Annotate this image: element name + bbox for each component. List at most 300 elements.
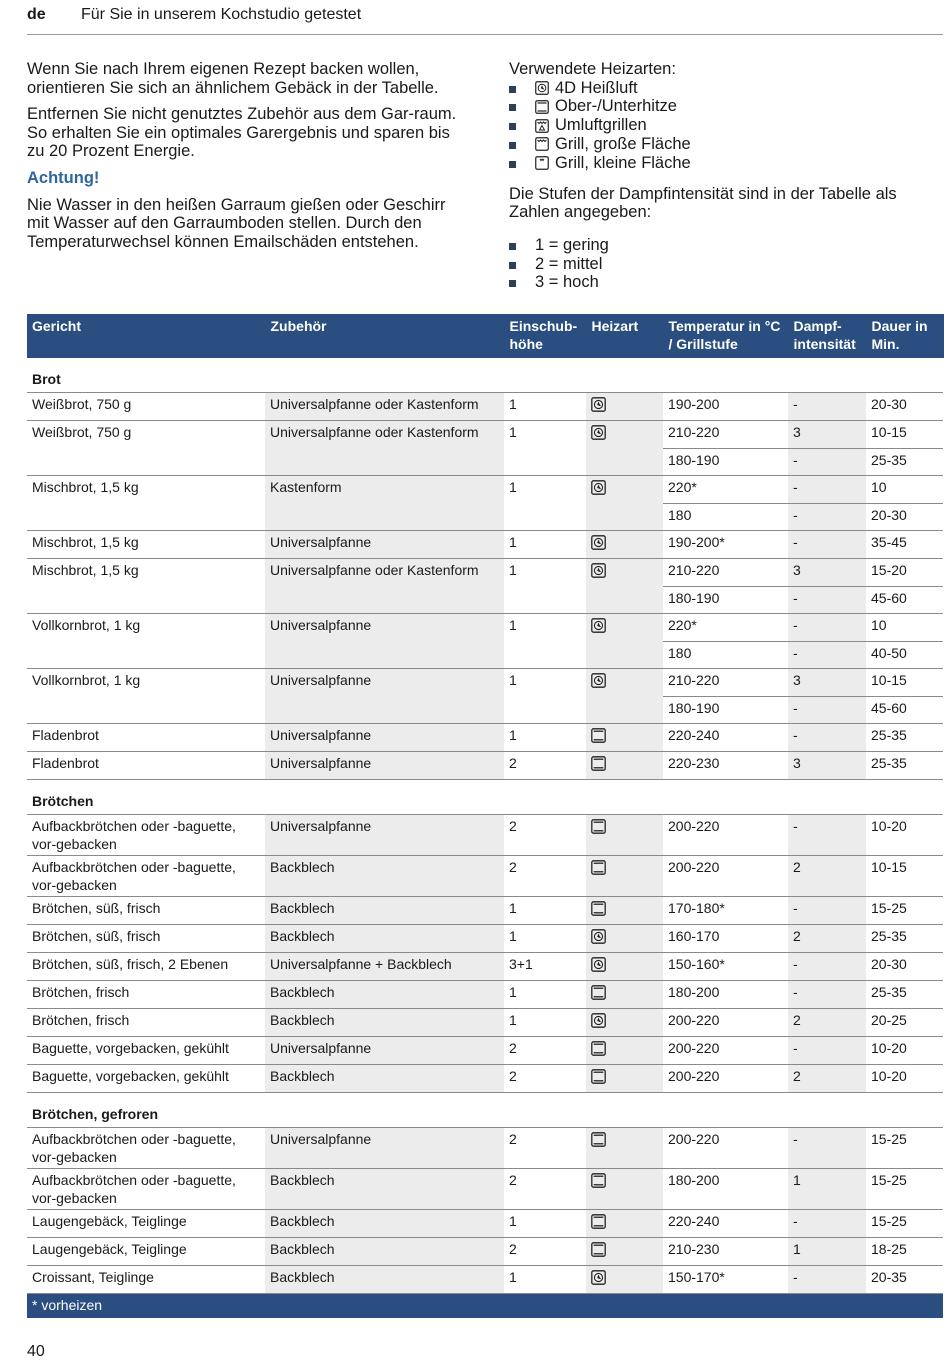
cell-gericht: Brötchen, frisch xyxy=(27,981,265,1009)
cell-gericht xyxy=(27,696,265,724)
cell-temperatur: 200-220 xyxy=(663,815,788,856)
cell-heizart xyxy=(586,669,663,697)
header-dauer: Dauer in Min. xyxy=(866,314,943,358)
heissluft-4d-icon xyxy=(591,1013,606,1028)
bullet-square xyxy=(509,104,516,111)
table-row xyxy=(27,981,943,1009)
cell-heizart xyxy=(586,393,663,421)
cell-heizart xyxy=(586,1210,663,1238)
table-row xyxy=(27,897,943,925)
cell-temperatur: 200-220 xyxy=(663,1037,788,1065)
footnote: * vorheizen xyxy=(27,1294,943,1319)
cell-dauer: 45-60 xyxy=(866,586,943,614)
bullet-square xyxy=(509,262,516,269)
cell-heizart xyxy=(586,1266,663,1294)
bullet-square xyxy=(509,142,516,149)
ober-unterhitze-icon xyxy=(591,756,606,771)
cell-dampf: - xyxy=(788,448,866,476)
cell-temperatur: 190-200* xyxy=(663,531,788,559)
table-row xyxy=(27,1266,943,1294)
cell-dampf: - xyxy=(788,614,866,642)
table-row xyxy=(27,503,943,531)
cell-heizart xyxy=(586,559,663,587)
table-row xyxy=(27,724,943,752)
cell-zubehoer: Universalpfanne xyxy=(265,614,504,642)
cell-temperatur: 220-230 xyxy=(663,752,788,780)
cell-dampf: - xyxy=(788,724,866,752)
table-row xyxy=(27,1169,943,1210)
page-header xyxy=(27,6,943,28)
cell-temperatur: 200-220 xyxy=(663,1009,788,1037)
cell-heizart xyxy=(586,1065,663,1093)
cell-dauer: 45-60 xyxy=(866,696,943,724)
cell-einschub xyxy=(504,503,586,531)
cell-zubehoer: Universalpfanne xyxy=(265,1037,504,1065)
cell-zubehoer xyxy=(265,696,504,724)
table-row xyxy=(27,448,943,476)
cell-gericht: Vollkornbrot, 1 kg xyxy=(27,669,265,697)
cell-dauer: 18-25 xyxy=(866,1238,943,1266)
cell-dauer: 25-35 xyxy=(866,925,943,953)
cell-einschub: 1 xyxy=(504,476,586,504)
cell-heizart xyxy=(586,421,663,449)
cell-gericht: Mischbrot, 1,5 kg xyxy=(27,531,265,559)
footnote-row xyxy=(27,1294,943,1319)
cell-dampf: - xyxy=(788,897,866,925)
cell-zubehoer: Backblech xyxy=(265,981,504,1009)
section-title: Brötchen, gefroren xyxy=(27,1093,943,1128)
cell-gericht: Aufbackbrötchen oder -baguette, vor-gebacken xyxy=(27,1128,265,1169)
cell-gericht: Weißbrot, 750 g xyxy=(27,421,265,449)
table-row xyxy=(27,696,943,724)
cell-temperatur: 170-180* xyxy=(663,897,788,925)
header-einschubhoehe: Einschub-höhe xyxy=(504,314,586,358)
cell-dampf: - xyxy=(788,1037,866,1065)
cell-dauer: 25-35 xyxy=(866,448,943,476)
heissluft-4d-icon xyxy=(591,618,606,633)
cell-dampf: 2 xyxy=(788,1065,866,1093)
ober-unterhitze-icon xyxy=(591,985,606,1000)
warning-text: Nie Wasser in den heißen Garraum gießen oder Geschirr mit Wasser auf den Garraumboden stellen. Durch den Temperaturwechsel können Emailschäden entstehen. xyxy=(27,195,446,251)
ober-unterhitze-icon xyxy=(591,1173,606,1188)
cell-temperatur: 150-160* xyxy=(663,953,788,981)
heissluft-4d-icon xyxy=(591,673,606,688)
cell-einschub: 1 xyxy=(504,614,586,642)
umluftgrillen-icon xyxy=(535,119,549,133)
cell-dauer: 35-45 xyxy=(866,531,943,559)
cell-dampf: 2 xyxy=(788,856,866,897)
cell-heizart xyxy=(586,897,663,925)
heissluft-4d-icon xyxy=(591,397,606,412)
page-title: Für Sie in unserem Kochstudio getestet xyxy=(81,6,362,23)
cell-temperatur: 180-200 xyxy=(663,981,788,1009)
table-row xyxy=(27,815,943,856)
cell-dauer: 10 xyxy=(866,476,943,504)
cell-dampf: 3 xyxy=(788,421,866,449)
heissluft-4d-icon xyxy=(591,563,606,578)
cell-dampf: 2 xyxy=(788,1009,866,1037)
cell-dauer: 10 xyxy=(866,614,943,642)
cell-heizart xyxy=(586,1128,663,1169)
cell-heizart xyxy=(586,815,663,856)
cell-zubehoer xyxy=(265,448,504,476)
cell-gericht xyxy=(27,641,265,669)
cell-zubehoer: Universalpfanne xyxy=(265,531,504,559)
heissluft-4d-icon xyxy=(591,480,606,495)
bullet-square xyxy=(509,86,516,93)
heating-mode-item xyxy=(509,97,943,116)
cell-temperatur: 200-220 xyxy=(663,856,788,897)
language-tag: de xyxy=(27,6,46,23)
cell-dampf: 3 xyxy=(788,559,866,587)
cell-dampf: - xyxy=(788,696,866,724)
cell-zubehoer: Universalpfanne oder Kastenform xyxy=(265,421,504,449)
heating-mode-label: Umluftgrillen xyxy=(555,116,647,135)
cell-dauer: 25-35 xyxy=(866,981,943,1009)
cell-einschub: 2 xyxy=(504,1037,586,1065)
cell-heizart xyxy=(586,696,663,724)
baking-table xyxy=(27,314,944,1318)
cell-zubehoer xyxy=(265,586,504,614)
cell-einschub: 1 xyxy=(504,559,586,587)
cell-temperatur: 180-190 xyxy=(663,586,788,614)
cell-dauer: 10-20 xyxy=(866,815,943,856)
table-header-row xyxy=(27,314,943,358)
cell-gericht: Weißbrot, 750 g xyxy=(27,393,265,421)
cell-dampf: 2 xyxy=(788,925,866,953)
cell-einschub: 1 xyxy=(504,724,586,752)
cell-einschub xyxy=(504,696,586,724)
cell-heizart xyxy=(586,503,663,531)
cell-zubehoer: Universalpfanne oder Kastenform xyxy=(265,393,504,421)
ober-unterhitze-icon xyxy=(591,1242,606,1257)
cell-zubehoer: Backblech xyxy=(265,1169,504,1210)
cell-dampf: - xyxy=(788,393,866,421)
cell-gericht: Fladenbrot xyxy=(27,752,265,780)
steam-level-item xyxy=(509,236,943,255)
cell-zubehoer: Backblech xyxy=(265,1009,504,1037)
cell-einschub: 2 xyxy=(504,856,586,897)
bullet-square xyxy=(509,123,516,130)
cell-einschub: 1 xyxy=(504,925,586,953)
ober-unterhitze-icon xyxy=(591,728,606,743)
intro-paragraph-1: Wenn Sie nach Ihrem eigenen Rezept backen wollen, orientieren Sie sich an ähnlichem Gebäck in der Tabelle. xyxy=(27,60,439,97)
cell-temperatur: 210-220 xyxy=(663,421,788,449)
steam-level-item xyxy=(509,255,943,274)
cell-dampf: 1 xyxy=(788,1238,866,1266)
cell-temperatur: 150-170* xyxy=(663,1266,788,1294)
header-gericht: Gericht xyxy=(27,314,265,358)
section-title: Brot xyxy=(27,358,943,393)
cell-einschub: 1 xyxy=(504,421,586,449)
table-row xyxy=(27,1009,943,1037)
cell-dauer: 15-25 xyxy=(866,1169,943,1210)
cell-temperatur: 190-200 xyxy=(663,393,788,421)
cell-einschub: 1 xyxy=(504,393,586,421)
cell-heizart xyxy=(586,1169,663,1210)
cell-einschub: 2 xyxy=(504,1065,586,1093)
cell-gericht: Vollkornbrot, 1 kg xyxy=(27,614,265,642)
heissluft-4d-icon xyxy=(591,425,606,440)
cell-gericht: Baguette, vorgebacken, gekühlt xyxy=(27,1065,265,1093)
header-temperatur: Temperatur in °C / Grillstufe xyxy=(663,314,788,358)
cell-zubehoer: Universalpfanne xyxy=(265,669,504,697)
cell-temperatur: 220-240 xyxy=(663,1210,788,1238)
cell-dampf: - xyxy=(788,953,866,981)
cell-gericht: Aufbackbrötchen oder -baguette, vor-gebacken xyxy=(27,815,265,856)
cell-dampf: - xyxy=(788,641,866,669)
intro-column xyxy=(27,60,467,259)
cell-dauer: 25-35 xyxy=(866,724,943,752)
cell-dauer: 20-25 xyxy=(866,1009,943,1037)
cell-zubehoer: Kastenform xyxy=(265,476,504,504)
steam-level-item xyxy=(509,273,943,292)
cell-dampf: - xyxy=(788,1266,866,1294)
heating-modes-list xyxy=(509,79,943,173)
grill-klein-icon xyxy=(535,156,549,170)
bullet-square xyxy=(509,243,516,250)
cell-gericht xyxy=(27,503,265,531)
cell-zubehoer: Backblech xyxy=(265,1238,504,1266)
cell-dauer: 20-30 xyxy=(866,503,943,531)
cell-dampf: - xyxy=(788,1128,866,1169)
cell-dauer: 10-20 xyxy=(866,1037,943,1065)
cell-gericht: Brötchen, süß, frisch xyxy=(27,897,265,925)
table-row xyxy=(27,614,943,642)
heating-mode-item xyxy=(509,116,943,135)
cell-einschub: 2 xyxy=(504,815,586,856)
cell-zubehoer: Backblech xyxy=(265,1065,504,1093)
cell-zubehoer: Universalpfanne oder Kastenform xyxy=(265,559,504,587)
cell-heizart xyxy=(586,752,663,780)
cell-temperatur: 180 xyxy=(663,641,788,669)
section-row xyxy=(27,1093,943,1128)
cell-dauer: 25-35 xyxy=(866,752,943,780)
cell-gericht: Mischbrot, 1,5 kg xyxy=(27,559,265,587)
cell-temperatur: 210-230 xyxy=(663,1238,788,1266)
ober-unterhitze-icon xyxy=(591,1041,606,1056)
cell-temperatur: 210-220 xyxy=(663,559,788,587)
steam-levels-text: Die Stufen der Dampfintensität sind in der Tabelle als Zahlen angegeben: xyxy=(509,184,897,222)
cell-dampf: - xyxy=(788,981,866,1009)
ober-unterhitze-icon xyxy=(591,901,606,916)
cell-heizart xyxy=(586,1009,663,1037)
cell-dauer: 10-20 xyxy=(866,1065,943,1093)
cell-einschub: 1 xyxy=(504,897,586,925)
table-row xyxy=(27,531,943,559)
table-row xyxy=(27,925,943,953)
cell-gericht: Brötchen, frisch xyxy=(27,1009,265,1037)
cell-temperatur: 180-190 xyxy=(663,448,788,476)
cell-gericht: Brötchen, süß, frisch xyxy=(27,925,265,953)
cell-dampf: 1 xyxy=(788,1169,866,1210)
section-row xyxy=(27,780,943,815)
cell-zubehoer: Universalpfanne xyxy=(265,724,504,752)
heating-mode-label: Ober-/Unterhitze xyxy=(555,97,677,116)
cell-einschub: 1 xyxy=(504,1210,586,1238)
table-row xyxy=(27,1238,943,1266)
cell-dauer: 15-25 xyxy=(866,1128,943,1169)
table-row xyxy=(27,1037,943,1065)
table-row xyxy=(27,1210,943,1238)
cell-heizart xyxy=(586,724,663,752)
heating-mode-item xyxy=(509,79,943,98)
table-row xyxy=(27,393,943,421)
cell-gericht: Brötchen, süß, frisch, 2 Ebenen xyxy=(27,953,265,981)
cell-zubehoer: Backblech xyxy=(265,856,504,897)
table-row xyxy=(27,476,943,504)
cell-zubehoer: Backblech xyxy=(265,925,504,953)
cell-gericht xyxy=(27,586,265,614)
cell-dampf: - xyxy=(788,476,866,504)
heating-mode-item xyxy=(509,154,943,173)
table-row xyxy=(27,669,943,697)
table-row xyxy=(27,856,943,897)
cell-temperatur: 220-240 xyxy=(663,724,788,752)
cell-heizart xyxy=(586,476,663,504)
cell-heizart xyxy=(586,531,663,559)
cell-zubehoer: Backblech xyxy=(265,897,504,925)
cell-heizart xyxy=(586,981,663,1009)
cell-dauer: 20-30 xyxy=(866,953,943,981)
cell-dauer: 20-30 xyxy=(866,393,943,421)
heating-modes-title: Verwendete Heizarten: xyxy=(509,60,676,78)
cell-gericht xyxy=(27,448,265,476)
cell-zubehoer: Universalpfanne xyxy=(265,815,504,856)
cell-dauer: 10-15 xyxy=(866,421,943,449)
table-row xyxy=(27,1128,943,1169)
cell-dampf: - xyxy=(788,1210,866,1238)
header-divider xyxy=(27,34,943,35)
cell-einschub xyxy=(504,448,586,476)
cell-heizart xyxy=(586,925,663,953)
cell-gericht: Fladenbrot xyxy=(27,724,265,752)
cell-dauer: 15-25 xyxy=(866,897,943,925)
heissluft-4d-icon xyxy=(591,929,606,944)
cell-einschub: 2 xyxy=(504,752,586,780)
cell-zubehoer xyxy=(265,503,504,531)
cell-einschub: 2 xyxy=(504,1128,586,1169)
grill-gross-icon xyxy=(535,137,549,151)
cell-einschub: 2 xyxy=(504,1238,586,1266)
heating-info-column xyxy=(509,60,943,304)
heating-mode-item xyxy=(509,135,943,154)
intro-paragraph-2: Entfernen Sie nicht genutztes Zubehör aus dem Gar-raum. So erhalten Sie ein optimales Garergebnis und sparen bis zu 20 Prozent Energie. xyxy=(27,105,457,161)
ober-unterhitze-icon xyxy=(591,860,606,875)
heating-mode-label: Grill, große Fläche xyxy=(555,135,691,154)
cell-dauer: 10-15 xyxy=(866,669,943,697)
cell-gericht: Baguette, vorgebacken, gekühlt xyxy=(27,1037,265,1065)
cell-heizart xyxy=(586,641,663,669)
cell-gericht: Aufbackbrötchen oder -baguette, vor-gebacken xyxy=(27,1169,265,1210)
cell-einschub: 1 xyxy=(504,981,586,1009)
cell-einschub xyxy=(504,641,586,669)
bullet-square xyxy=(509,280,516,287)
cell-temperatur: 210-220 xyxy=(663,669,788,697)
heissluft-4d-icon xyxy=(591,957,606,972)
cell-temperatur: 160-170 xyxy=(663,925,788,953)
cell-dampf: - xyxy=(788,531,866,559)
ober-unterhitze-icon xyxy=(591,819,606,834)
cell-temperatur: 180-200 xyxy=(663,1169,788,1210)
cell-dampf: - xyxy=(788,815,866,856)
table-row xyxy=(27,641,943,669)
cell-einschub: 2 xyxy=(504,1169,586,1210)
cell-gericht: Croissant, Teiglinge xyxy=(27,1266,265,1294)
cell-temperatur: 180 xyxy=(663,503,788,531)
cell-zubehoer: Backblech xyxy=(265,1266,504,1294)
page-number: 40 xyxy=(27,1343,45,1360)
cell-gericht: Laugengebäck, Teiglinge xyxy=(27,1210,265,1238)
cell-dauer: 15-25 xyxy=(866,1210,943,1238)
cell-heizart xyxy=(586,614,663,642)
cell-dauer: 15-20 xyxy=(866,559,943,587)
cell-einschub: 1 xyxy=(504,1009,586,1037)
cell-dauer: 20-35 xyxy=(866,1266,943,1294)
cell-dauer: 10-15 xyxy=(866,856,943,897)
cell-zubehoer: Universalpfanne xyxy=(265,1128,504,1169)
cell-temperatur: 200-220 xyxy=(663,1065,788,1093)
steam-level-label: 2 = mittel xyxy=(535,254,603,273)
steam-level-label: 3 = hoch xyxy=(535,273,599,292)
cell-zubehoer: Backblech xyxy=(265,1210,504,1238)
cell-gericht: Aufbackbrötchen oder -baguette, vor-gebacken xyxy=(27,856,265,897)
table-row xyxy=(27,586,943,614)
cell-dampf: - xyxy=(788,503,866,531)
ober-unterhitze-icon xyxy=(591,1214,606,1229)
cell-heizart xyxy=(586,448,663,476)
cell-heizart xyxy=(586,586,663,614)
cell-dampf: 3 xyxy=(788,752,866,780)
cell-einschub: 1 xyxy=(504,1266,586,1294)
cell-temperatur: 220* xyxy=(663,476,788,504)
bullet-square xyxy=(509,161,516,168)
ober-unterhitze-icon xyxy=(591,1132,606,1147)
cell-heizart xyxy=(586,953,663,981)
cell-dauer: 40-50 xyxy=(866,641,943,669)
cell-temperatur: 180-190 xyxy=(663,696,788,724)
section-row xyxy=(27,358,943,393)
heissluft-4d-icon xyxy=(591,1270,606,1285)
header-zubehoer: Zubehör xyxy=(265,314,504,358)
cell-einschub: 1 xyxy=(504,531,586,559)
cell-heizart xyxy=(586,856,663,897)
header-heizart: Heizart xyxy=(586,314,663,358)
cell-dampf: - xyxy=(788,586,866,614)
table-row xyxy=(27,953,943,981)
cell-temperatur: 200-220 xyxy=(663,1128,788,1169)
table-row xyxy=(27,559,943,587)
heissluft-4d-icon xyxy=(535,81,549,95)
cell-zubehoer: Universalpfanne xyxy=(265,752,504,780)
cell-einschub xyxy=(504,586,586,614)
heating-mode-label: Grill, kleine Fläche xyxy=(555,153,691,172)
cell-gericht: Mischbrot, 1,5 kg xyxy=(27,476,265,504)
table-row xyxy=(27,752,943,780)
section-title: Brötchen xyxy=(27,780,943,815)
table-row xyxy=(27,421,943,449)
steam-level-label: 1 = gering xyxy=(535,235,609,254)
cell-gericht: Laugengebäck, Teiglinge xyxy=(27,1238,265,1266)
ober-unterhitze-icon xyxy=(535,100,549,114)
header-dampfintensitaet: Dampf-intensität xyxy=(788,314,866,358)
warning-title: Achtung! xyxy=(27,168,100,187)
heating-mode-label: 4D Heißluft xyxy=(555,78,638,97)
steam-levels-list xyxy=(509,236,943,292)
cell-heizart xyxy=(586,1037,663,1065)
cell-zubehoer: Universalpfanne + Backblech xyxy=(265,953,504,981)
ober-unterhitze-icon xyxy=(591,1069,606,1084)
